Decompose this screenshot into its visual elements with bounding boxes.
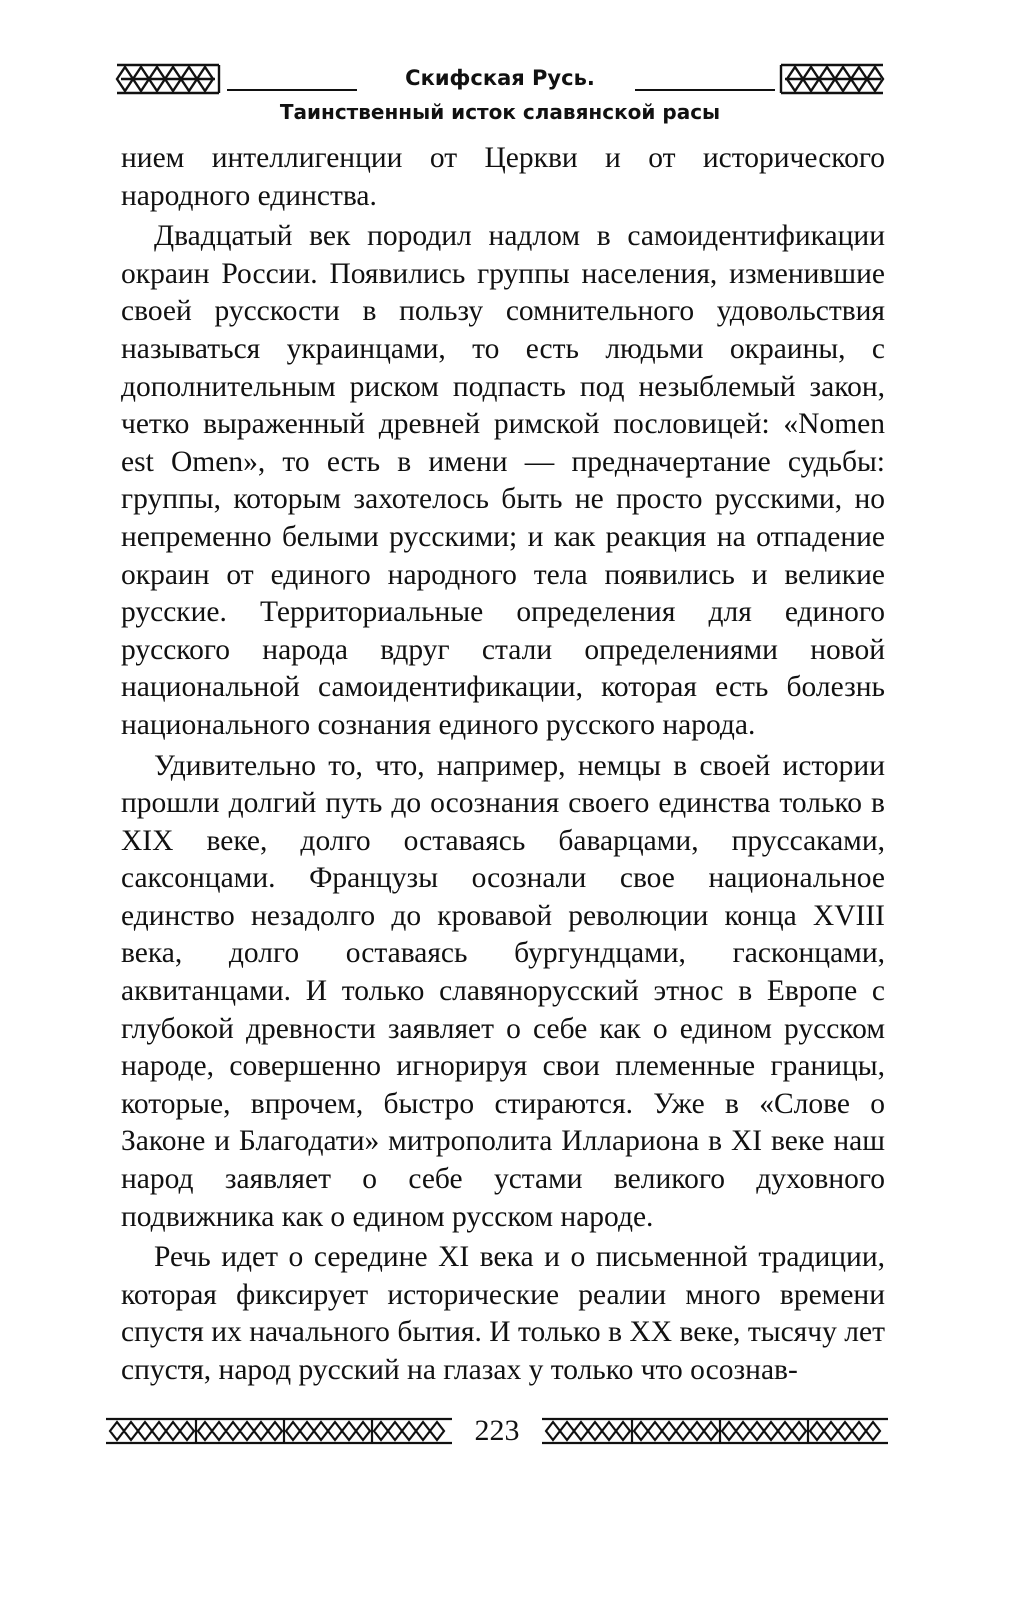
footer-ornament-right <box>542 1416 888 1446</box>
paragraph: Речь идет о середине XI века и о письменной традиции, которая фиксирует исторические реалии много времени спустя их начального бытия. И только в XX веке, тысячу лет спустя, народ русский на глазах у только что осознав- <box>121 1241 885 1386</box>
body-text <box>121 140 885 1390</box>
header-title: Скифская Русь. <box>405 66 595 90</box>
page-number: 223 <box>474 1414 520 1447</box>
header-subtitle: Таинственный исток славянской расы <box>279 100 721 124</box>
paragraph: нием интеллигенции от Церкви и от исторического народного единства. <box>121 142 885 212</box>
running-header <box>115 58 885 128</box>
paragraph: Удивительно то, что, например, немцы в своей истории прошли долгий путь до осознания своего единства только в XIX веке, долго оставаясь баварцами, пруссаками, саксонцами. Французы осознали свое национальное единство незадолго до кровавой революции конца XVIII века, долго оставаясь бургундцами, гасконцами, аквитанцами. И только славянорусский этнос в Европе с глубокой древности заявляет о себе как о едином русском народе, совершенно игнорируя свои племенные границы, которые, впрочем, быстро стираются. Уже в «Слове о Законе и Благодати» митрополита Иллариона в XI веке наш народ заявляет о себе устами великого духовного подвижника как о едином русском народе. <box>121 749 885 1233</box>
paragraph: Двадцатый век породил надлом в самоидентификации окраин России. Появились группы населения, изменившие своей русскости в пользу сомнительного удовольствия называться украинцами, то есть людьми окраины, с дополнительным риском подпасть под незыблемый закон, четко выраженный древней римской пословицей: «Nomen est Omen», то есть в имени — предначертание судьбы: группы, которым захотелось быть не просто русскими, но непременно белыми русскими; и как реакция на отпадение окраин от единого народного тела появились и великие русские. Территориальные определения для единого русского народа вдруг стали определениями новой национальной самоидентификации, которая есть болезнь национального сознания единого русского народа. <box>121 220 885 741</box>
page-footer <box>106 1412 888 1452</box>
